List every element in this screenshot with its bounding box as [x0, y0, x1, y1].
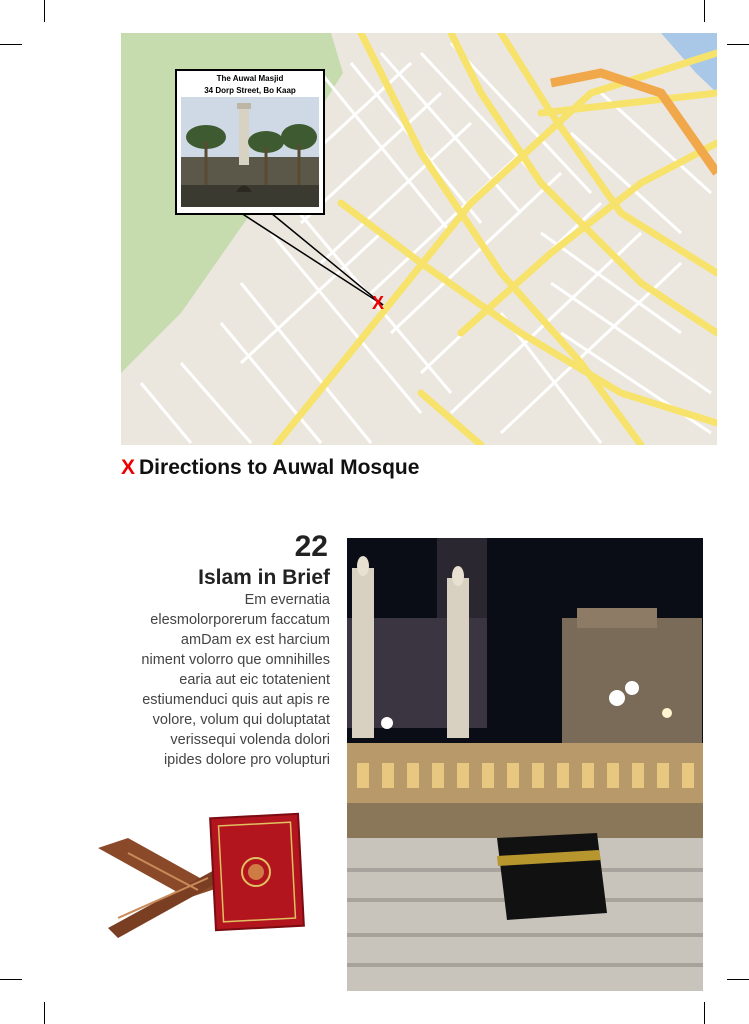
map-caption	[121, 456, 419, 480]
body-line: amDam ex est harcium	[180, 632, 330, 648]
section-heading: Islam in Brief	[198, 566, 330, 589]
street-map	[121, 33, 717, 445]
mosque-photo	[181, 97, 319, 207]
callout-address: 34 Dorp Street, Bo Kaap	[204, 86, 296, 95]
crop-mark	[704, 1002, 705, 1024]
body-line: elesmolorporerum faccatum	[150, 612, 330, 628]
crop-mark	[0, 979, 22, 980]
body-line: verissequi volenda dolori	[170, 732, 330, 748]
crop-mark	[727, 979, 749, 980]
body-line: estiumenduci quis aut apis re	[142, 692, 330, 708]
mosque-marker: X	[372, 293, 385, 313]
crop-mark	[44, 1002, 45, 1024]
body-line: ipides dolore pro volupturi	[163, 752, 330, 768]
quran-stand-image	[98, 808, 318, 940]
body-line: volore, volum qui doluptatat	[152, 712, 330, 728]
crop-mark	[727, 44, 749, 45]
kaaba-night-photo	[347, 538, 703, 991]
body-text	[108, 590, 330, 770]
caption-marker: X	[121, 456, 136, 479]
body-line: earia aut eic totatenient	[179, 672, 330, 688]
mosque-callout	[175, 69, 325, 215]
crop-mark	[0, 44, 22, 45]
caption-text: Directions to Auwal Mosque	[139, 456, 420, 479]
body-line: Em evernatia	[244, 592, 330, 608]
crop-mark	[44, 0, 45, 22]
page-number: 22	[294, 530, 328, 563]
crop-mark	[704, 0, 705, 22]
callout-title: The Auwal Masjid	[216, 74, 284, 83]
body-line: niment volorro que omnihilles	[141, 652, 330, 668]
